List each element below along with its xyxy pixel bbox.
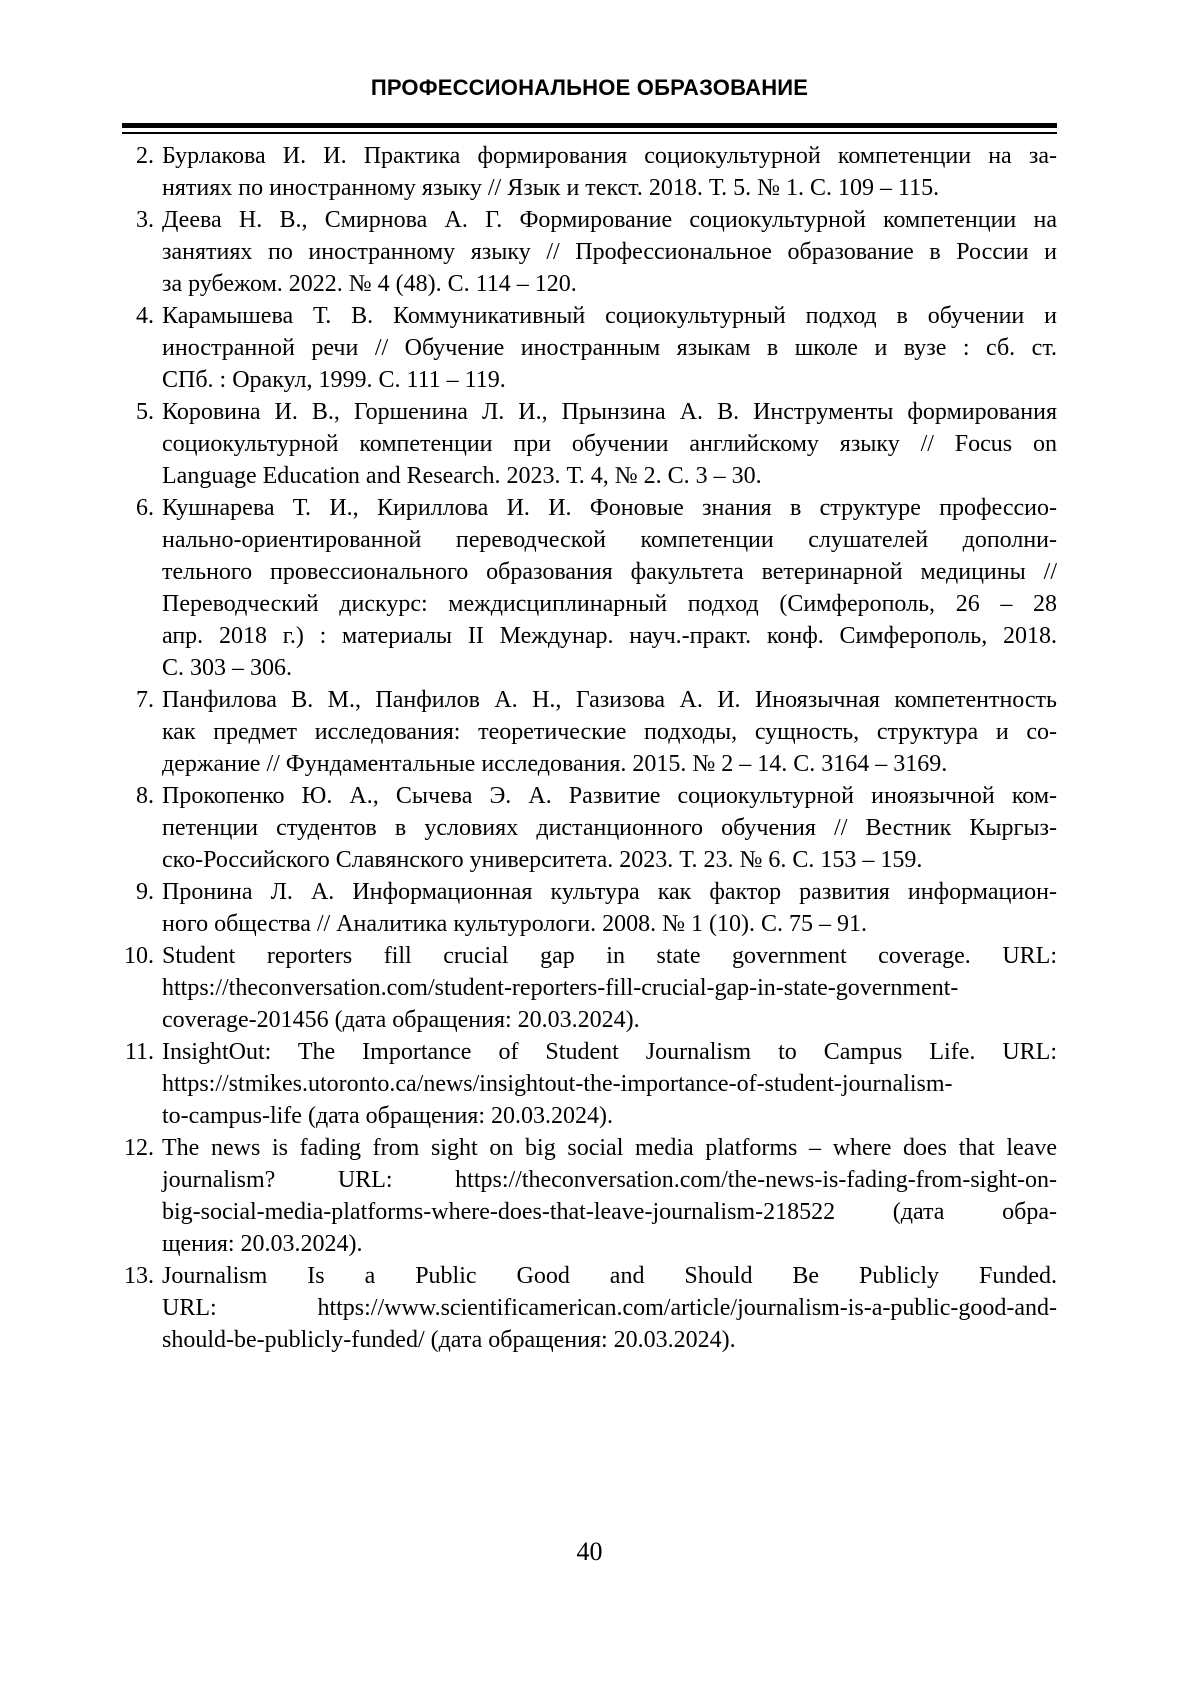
reference-line: Student reporters fill crucial gap in state government coverage. URL: [162, 943, 1057, 969]
header-rule [122, 123, 1057, 134]
reference-item [122, 396, 1057, 492]
reference-line: Бурлакова И. И. Практика формирования социокультурной компетенции на за- [162, 143, 1057, 169]
reference-line: Карамышева Т. В. Коммуникативный социокультурный подход в обучении и [162, 303, 1057, 329]
reference-line: to-campus-life (дата обращения: 20.03.2024). [162, 1103, 613, 1129]
reference-line: URL: https://www.scientificamerican.com/article/journalism-is-a-public-good-and- [162, 1295, 1057, 1321]
reference-number: 7. [136, 687, 154, 713]
reference-line: щения: 20.03.2024). [162, 1231, 363, 1257]
reference-line: занятиях по иностранному языку // Профессиональное образование в России и [162, 239, 1057, 265]
reference-line: Прокопенко Ю. А., Сычева Э. А. Развитие социокультурной иноязычной ком- [162, 783, 1057, 809]
reference-line: https://stmikes.utoronto.ca/news/insightout-the-importance-of-student-journalism- [162, 1071, 953, 1097]
reference-item [122, 1132, 1057, 1260]
reference-number: 12. [124, 1135, 154, 1161]
reference-number: 10. [124, 943, 154, 969]
reference-line: за рубежом. 2022. № 4 (48). С. 114 – 120. [162, 271, 577, 297]
reference-line: держание // Фундаментальные исследования. 2015. № 2 – 14. С. 3164 – 3169. [162, 751, 948, 777]
reference-item [122, 300, 1057, 396]
reference-line: ного общества // Аналитика культурологи. 2008. № 1 (10). С. 75 – 91. [162, 911, 867, 937]
reference-line: InsightOut: The Importance of Student Journalism to Campus Life. URL: [162, 1039, 1057, 1065]
reference-item [122, 1260, 1057, 1356]
reference-line: социокультурной компетенции при обучении английскому языку // Focus on [162, 431, 1057, 457]
reference-number: 4. [136, 303, 154, 329]
reference-number: 2. [136, 143, 154, 169]
reference-line: https://theconversation.com/student-reporters-fill-crucial-gap-in-state-government- [162, 975, 959, 1001]
reference-line: Панфилова В. М., Панфилов А. Н., Газизова А. И. Иноязычная компетентность [162, 687, 1057, 713]
reference-line: нятиях по иностранному языку // Язык и текст. 2018. Т. 5. № 1. С. 109 – 115. [162, 175, 940, 201]
reference-item [122, 204, 1057, 300]
reference-line: иностранной речи // Обучение иностранным языкам в школе и вузе : сб. ст. [162, 335, 1057, 361]
reference-line: Language Education and Research. 2023. Т. 4, № 2. С. 3 – 30. [162, 463, 762, 489]
reference-item [122, 876, 1057, 940]
reference-number: 13. [124, 1263, 154, 1289]
reference-number: 3. [136, 207, 154, 233]
reference-line: Journalism Is a Public Good and Should Be Publicly Funded. [162, 1263, 1057, 1289]
reference-item [122, 940, 1057, 1036]
reference-line: ско-Российского Славянского университета. 2023. Т. 23. № 6. С. 153 – 159. [162, 847, 923, 873]
reference-line: should-be-publicly-funded/ (дата обращения: 20.03.2024). [162, 1327, 736, 1353]
reference-line: Переводческий дискурс: междисциплинарный подход (Симферополь, 26 – 28 [162, 591, 1057, 617]
reference-line: нально-ориентированной переводческой компетенции слушателей дополни- [162, 527, 1057, 553]
reference-line: big-social-media-platforms-where-does-that-leave-journalism-218522 (дата обра- [162, 1199, 1057, 1225]
reference-number: 8. [136, 783, 154, 809]
reference-item [122, 140, 1057, 204]
reference-line: Пронина Л. А. Информационная культура как фактор развития информацион- [162, 879, 1057, 905]
reference-line: СПб. : Оракул, 1999. С. 111 – 119. [162, 367, 506, 393]
page-number: 40 [576, 1537, 603, 1566]
reference-line: journalism? URL: https://theconversation.com/the-news-is-fading-from-sight-on- [162, 1167, 1057, 1193]
reference-number: 5. [136, 399, 154, 425]
reference-item [122, 780, 1057, 876]
reference-line: Кушнарева Т. И., Кириллова И. И. Фоновые знания в структуре профессио- [162, 495, 1057, 521]
reference-number: 11. [124, 1039, 154, 1065]
reference-line: Деева Н. В., Смирнова А. Г. Формирование социокультурной компетенции на [162, 207, 1057, 233]
reference-number: 9. [136, 879, 154, 905]
reference-number: 6. [136, 495, 154, 521]
reference-line: coverage-201456 (дата обращения: 20.03.2024). [162, 1007, 640, 1033]
reference-item [122, 1036, 1057, 1132]
reference-item [122, 684, 1057, 780]
reference-line: апр. 2018 г.) : материалы II Междунар. науч.-практ. конф. Симферополь, 2018. [162, 623, 1057, 649]
reference-line: Коровина И. В., Горшенина Л. И., Прынзина А. В. Инструменты формирования [162, 399, 1057, 425]
header-rule-thick-line [122, 123, 1057, 128]
reference-line: The news is fading from sight on big social media platforms – where does that leave [162, 1135, 1057, 1161]
section-header: ПРОФЕССИОНАЛЬНОЕ ОБРАЗОВАНИЕ [370, 75, 809, 100]
reference-line: как предмет исследования: теоретические подходы, сущность, структура и со- [162, 719, 1057, 745]
header-rule-thin-line [122, 132, 1057, 134]
reference-item [122, 492, 1057, 684]
reference-line: петенции студентов в условиях дистанционного обучения // Вестник Кыргыз- [162, 815, 1057, 841]
reference-line: С. 303 – 306. [162, 655, 293, 681]
reference-line: тельного провессионального образования факультета ветеринарной медицины // [162, 559, 1057, 585]
reference-list [122, 140, 1057, 1356]
